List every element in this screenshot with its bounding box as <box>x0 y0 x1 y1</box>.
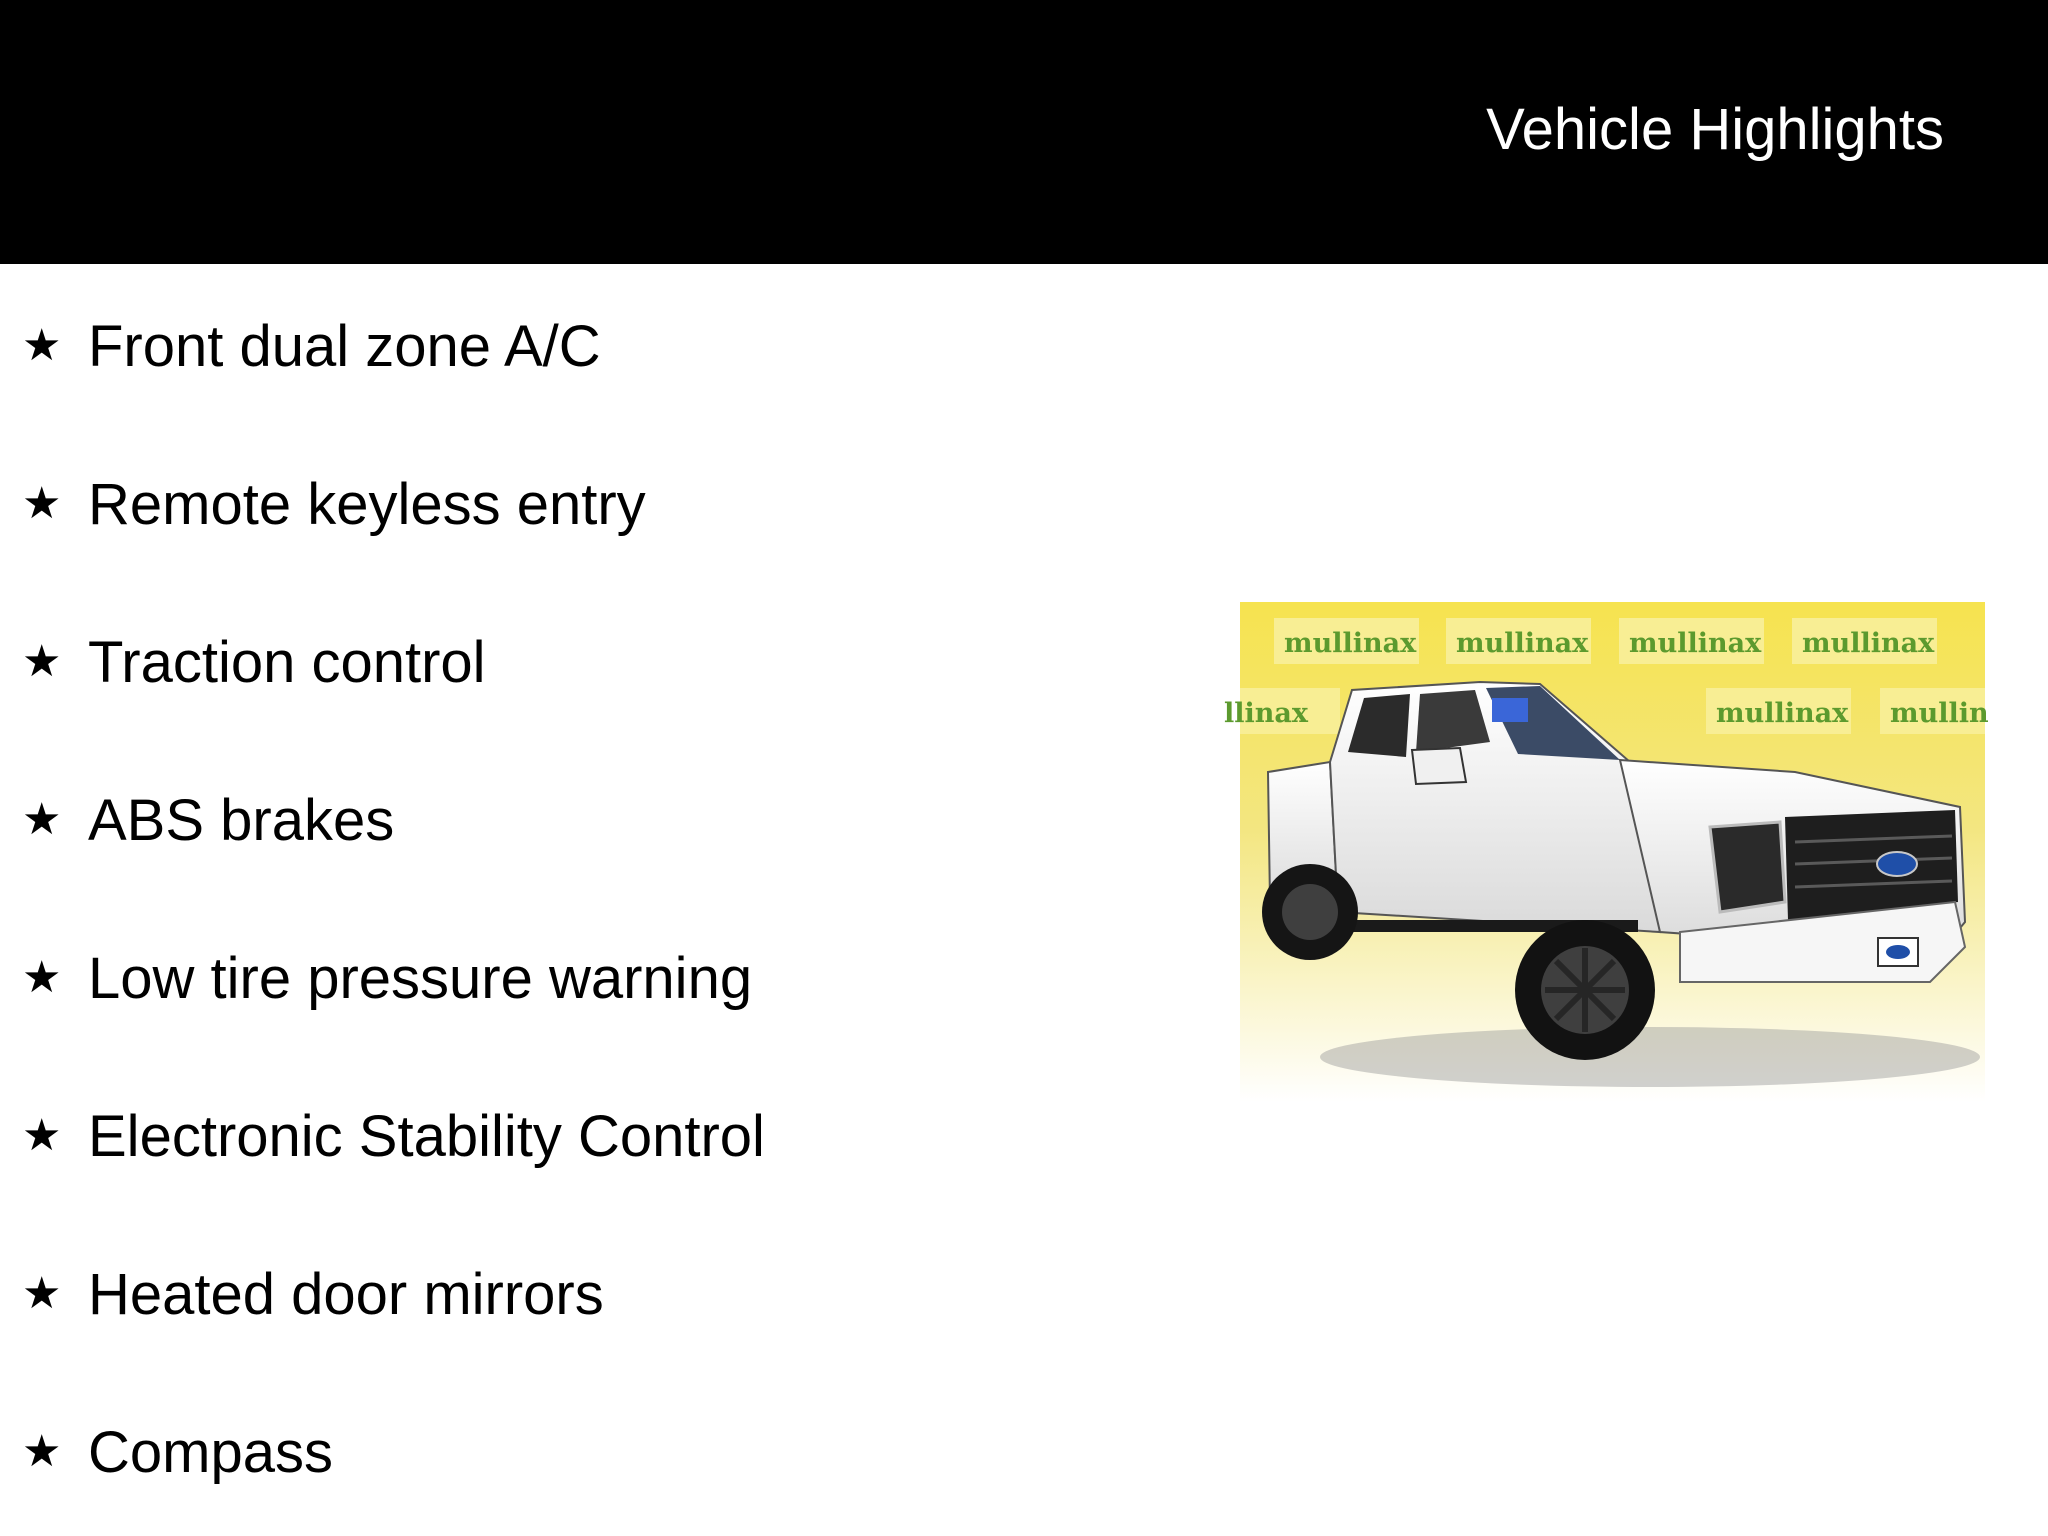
highlight-label: ABS brakes <box>88 788 395 853</box>
star-icon: ★ <box>22 1268 62 1319</box>
list-item <box>0 944 1100 1034</box>
page-title: Vehicle Highlights <box>1486 97 1944 162</box>
highlight-label: Front dual zone A/C <box>88 314 601 379</box>
highlight-label: Electronic Stability Control <box>88 1104 765 1169</box>
svg-text:mullinax: mullinax <box>1802 628 1935 659</box>
highlight-label: Traction control <box>88 630 486 695</box>
star-icon: ★ <box>22 478 62 529</box>
highlight-label: Low tire pressure warning <box>88 946 753 1011</box>
highlight-label: Heated door mirrors <box>88 1262 604 1327</box>
star-icon: ★ <box>22 320 62 371</box>
header-bar <box>0 0 2048 264</box>
highlight-label: Remote keyless entry <box>88 472 646 537</box>
list-item <box>0 1418 1100 1508</box>
list-item <box>0 628 1100 718</box>
list-item <box>0 470 1100 560</box>
svg-text:mullinax: mullinax <box>1716 698 1849 729</box>
star-icon: ★ <box>22 794 62 845</box>
svg-text:mullinax: mullinax <box>1629 628 1762 659</box>
svg-text:llinax: llinax <box>1224 698 1308 729</box>
highlight-label: Compass <box>88 1420 333 1485</box>
list-item <box>0 312 1100 402</box>
vehicle-photo <box>1224 602 1989 1102</box>
star-icon: ★ <box>22 952 62 1003</box>
list-item <box>0 1102 1100 1192</box>
star-icon: ★ <box>22 1110 62 1161</box>
list-item <box>0 786 1100 876</box>
list-item <box>0 1260 1100 1350</box>
star-icon: ★ <box>22 1426 62 1477</box>
svg-text:mullin: mullin <box>1890 698 1989 729</box>
svg-text:mullinax: mullinax <box>1456 628 1589 659</box>
svg-text:mullinax: mullinax <box>1284 628 1417 659</box>
star-icon: ★ <box>22 636 62 687</box>
